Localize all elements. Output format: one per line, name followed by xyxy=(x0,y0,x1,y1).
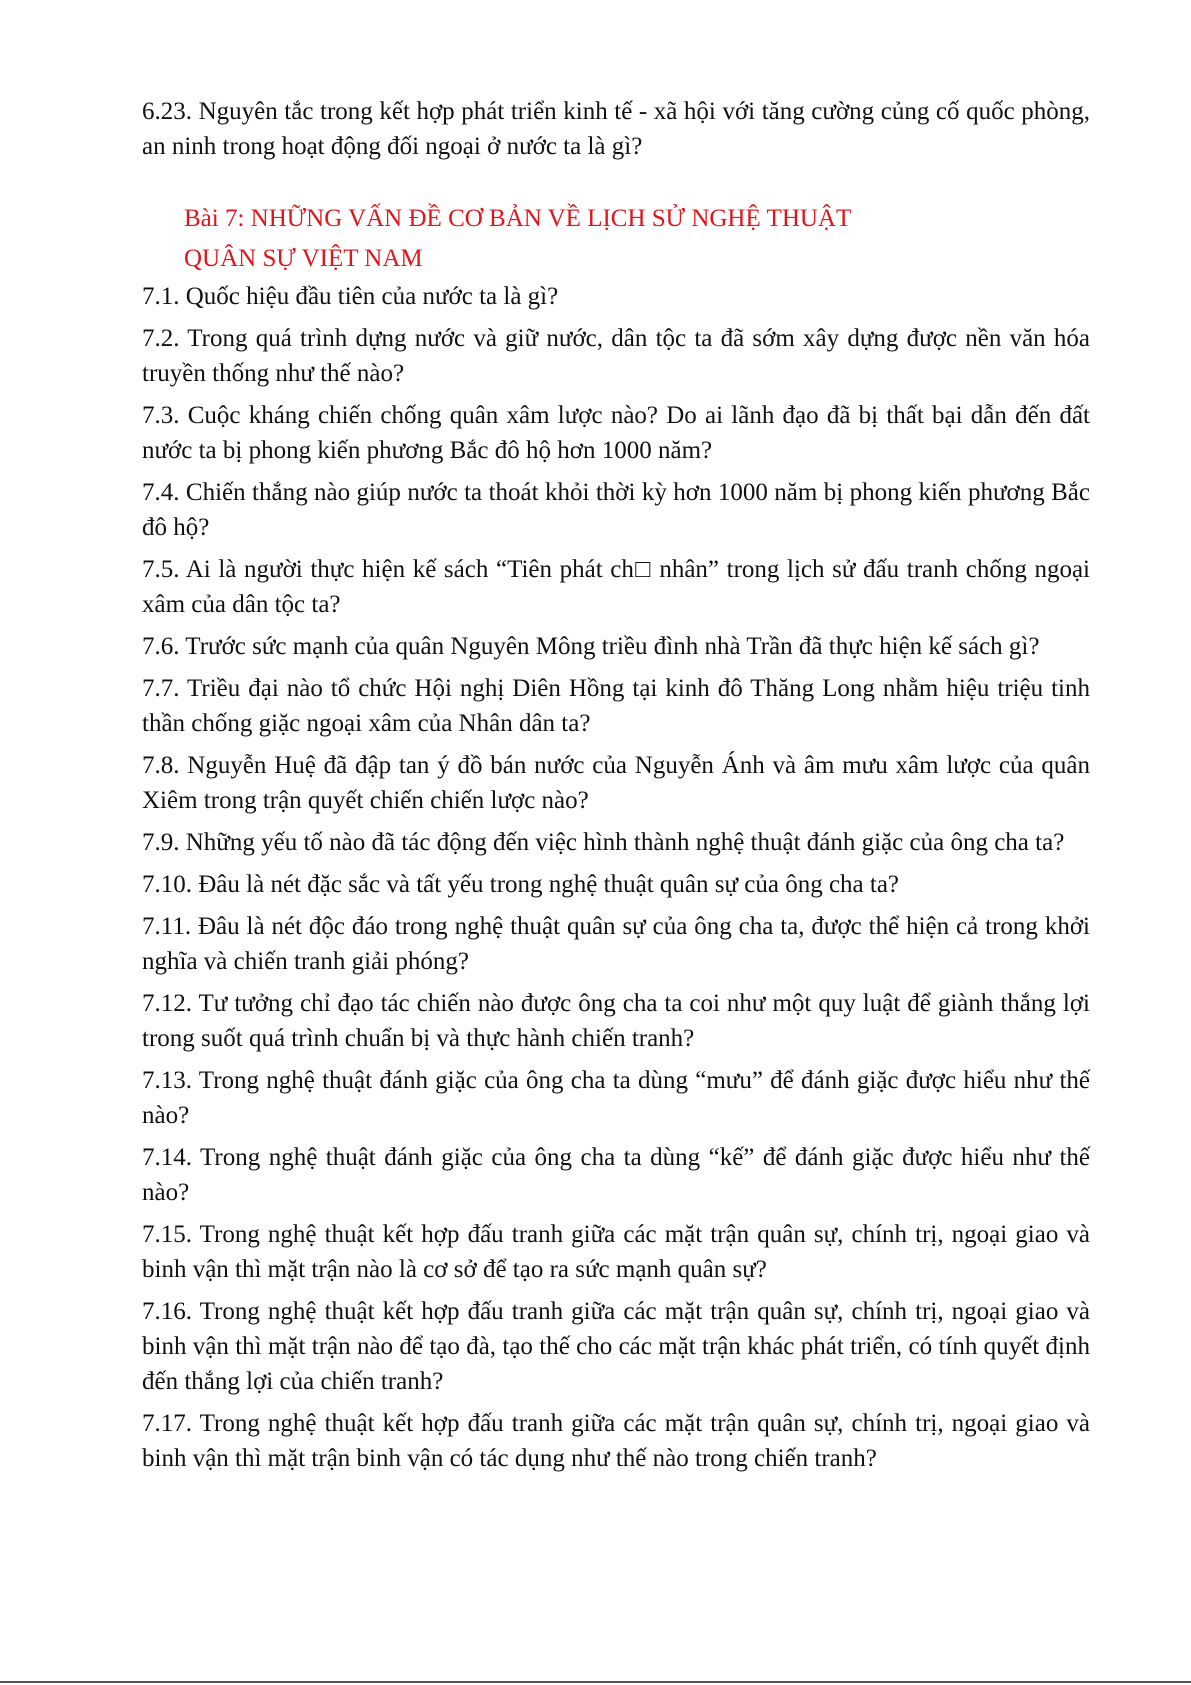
page-content xyxy=(142,94,1090,1483)
question-6-23: 6.23. Nguyên tắc trong kết hợp phát triển kinh tế - xã hội với tăng cường củng cố quốc phòng, an ninh trong hoạt động đối ngoại ở nước ta là gì? xyxy=(142,98,1090,160)
lesson-heading-line-1: Bài 7: NHỮNG VẤN ĐỀ CƠ BẢN VỀ LỊCH SỬ NGHỆ THUẬT xyxy=(184,205,852,232)
question-7-7: 7.7. Triều đại nào tổ chức Hội nghị Diên Hồng tại kinh đô Thăng Long nhằm hiệu triệu tinh thần chống giặc ngoại xâm của Nhân dân ta? xyxy=(142,675,1090,737)
lesson-heading xyxy=(142,199,1090,279)
question-list xyxy=(142,279,1090,1476)
question-7-12: 7.12. Tư tưởng chỉ đạo tác chiến nào được ông cha ta coi như một quy luật để giành thắng lợi trong suốt quá trình chuẩn bị và thực hành chiến tranh? xyxy=(142,990,1090,1052)
question-7-1: 7.1. Quốc hiệu đầu tiên của nước ta là gì? xyxy=(142,283,559,310)
question-7-13: 7.13. Trong nghệ thuật đánh giặc của ông cha ta dùng “mưu” để đánh giặc được hiểu như thế nào? xyxy=(142,1067,1090,1129)
question-7-4: 7.4. Chiến thắng nào giúp nước ta thoát khỏi thời kỳ hơn 1000 năm bị phong kiến phương Bắc đô hộ? xyxy=(142,479,1090,541)
lesson-heading-line-2: QUÂN SỰ VIỆT NAM xyxy=(184,245,423,272)
question-7-2: 7.2. Trong quá trình dựng nước và giữ nước, dân tộc ta đã sớm xây dựng được nền văn hóa truyền thống như thế nào? xyxy=(142,325,1090,387)
question-7-9: 7.9. Những yếu tố nào đã tác động đến việc hình thành nghệ thuật đánh giặc của ông cha ta? xyxy=(142,829,1065,856)
question-7-6: 7.6. Trước sức mạnh của quân Nguyên Mông triều đình nhà Trần đã thực hiện kế sách gì? xyxy=(142,633,1040,660)
question-7-11: 7.11. Đâu là nét độc đáo trong nghệ thuật quân sự của ông cha ta, được thể hiện cả trong khởi nghĩa và chiến tranh giải phóng? xyxy=(142,913,1090,975)
question-7-16: 7.16. Trong nghệ thuật kết hợp đấu tranh giữa các mặt trận quân sự, chính trị, ngoại giao và binh vận thì mặt trận nào để tạo đà, tạo thế cho các mặt trận khác phát triển, có tính quyết định đến thắng lợi của chiến tranh? xyxy=(142,1298,1090,1395)
page-bottom-rule xyxy=(0,1681,1191,1683)
question-7-17: 7.17. Trong nghệ thuật kết hợp đấu tranh giữa các mặt trận quân sự, chính trị, ngoại giao và binh vận thì mặt trận binh vận có tác dụng như thế nào trong chiến tranh? xyxy=(142,1410,1090,1472)
question-7-8: 7.8. Nguyễn Huệ đã đập tan ý đồ bán nước của Nguyễn Ánh và âm mưu xâm lược của quân Xiêm trong trận quyết chiến chiến lược nào? xyxy=(142,752,1090,814)
question-7-3: 7.3. Cuộc kháng chiến chống quân xâm lược nào? Do ai lãnh đạo đã bị thất bại dẫn đến đất nước ta bị phong kiến phương Bắc đô hộ hơn 1000 năm? xyxy=(142,402,1090,464)
question-7-15: 7.15. Trong nghệ thuật kết hợp đấu tranh giữa các mặt trận quân sự, chính trị, ngoại giao và binh vận thì mặt trận nào là cơ sở để tạo ra sức mạnh quân sự? xyxy=(142,1221,1090,1283)
question-7-14: 7.14. Trong nghệ thuật đánh giặc của ông cha ta dùng “kế” để đánh giặc được hiểu như thế nào? xyxy=(142,1144,1090,1206)
question-7-10: 7.10. Đâu là nét đặc sắc và tất yếu trong nghệ thuật quân sự của ông cha ta? xyxy=(142,871,900,898)
question-7-5: 7.5. Ai là người thực hiện kế sách “Tiên phát ch□ nhân” trong lịch sử đấu tranh chống ngoại xâm của dân tộc ta? xyxy=(142,556,1090,618)
